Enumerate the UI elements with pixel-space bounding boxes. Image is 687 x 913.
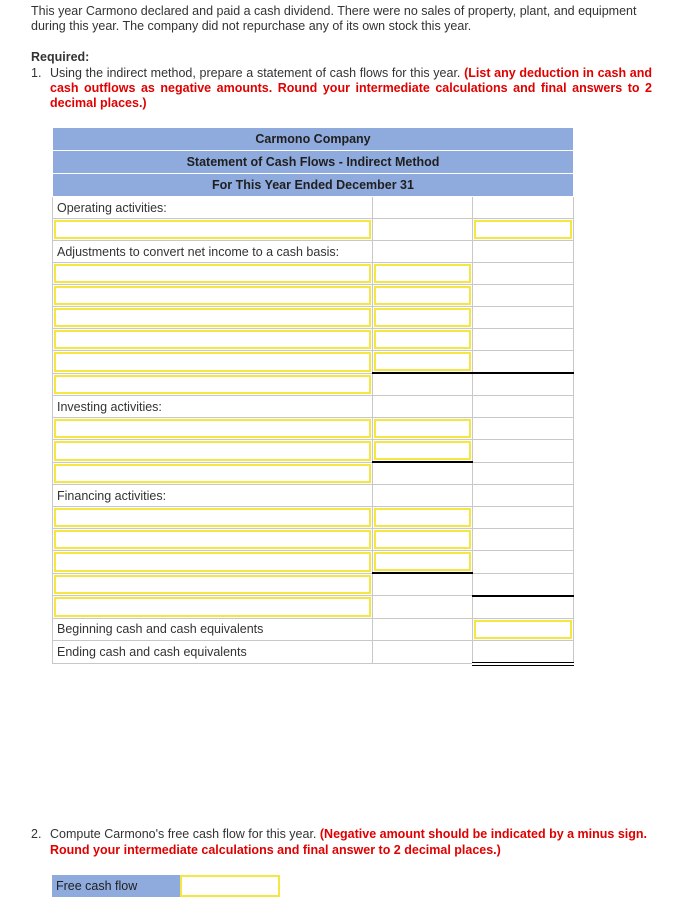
ending-cash-value bbox=[473, 640, 574, 664]
question-2-text bbox=[50, 826, 655, 858]
table-row bbox=[53, 596, 373, 619]
financing-description-input[interactable] bbox=[54, 552, 371, 572]
investing-activities-label: Investing activities: bbox=[53, 396, 373, 418]
beginning-cash-input[interactable] bbox=[474, 620, 572, 639]
table-row bbox=[53, 219, 373, 241]
table-row bbox=[53, 351, 373, 374]
intro-text: This year Carmono declared and paid a cash dividend. There were no sales of property, plant, and equipment during this year. The company did not repurchase any of its own stock this year. bbox=[31, 4, 637, 33]
financing-description-input[interactable] bbox=[54, 530, 371, 549]
adjustment-description-input[interactable] bbox=[54, 264, 371, 283]
statement-title: Statement of Cash Flows - Indirect Method bbox=[53, 151, 574, 174]
adjustment-amount-input[interactable] bbox=[374, 330, 471, 349]
question-2-prompt: Compute Carmono's free cash flow for this year. bbox=[50, 827, 320, 841]
question-2 bbox=[31, 826, 661, 858]
adjustments-label: Adjustments to convert net income to a cash basis: bbox=[53, 241, 373, 263]
free-cash-flow-label: Free cash flow bbox=[52, 875, 180, 897]
table-row bbox=[53, 551, 373, 574]
financing-amount-input[interactable] bbox=[374, 552, 471, 571]
statement-period: For This Year Ended December 31 bbox=[53, 174, 574, 197]
table-row bbox=[53, 373, 373, 396]
adjustment-description-input[interactable] bbox=[54, 330, 371, 349]
adjustment-amount-input[interactable] bbox=[374, 352, 471, 371]
financing-total-label-input[interactable] bbox=[54, 575, 371, 595]
operating-total-label-input[interactable] bbox=[54, 375, 371, 395]
table-row bbox=[53, 507, 373, 529]
question-2-instruction: (Negative amount should be indicated by a minus sign. Round your intermediate calculations and final answer to 2 decimal places.) bbox=[50, 827, 648, 857]
financing-description-input[interactable] bbox=[54, 508, 371, 527]
table-row bbox=[53, 263, 373, 285]
table-row bbox=[53, 440, 373, 463]
adjustment-amount-input[interactable] bbox=[374, 264, 471, 283]
net-change-label-input[interactable] bbox=[54, 597, 371, 617]
investing-amount-input[interactable] bbox=[374, 419, 471, 438]
adjustment-amount-input[interactable] bbox=[374, 286, 471, 305]
question-1-text bbox=[50, 66, 652, 111]
investing-description-input[interactable] bbox=[54, 419, 371, 438]
investing-amount-input[interactable] bbox=[374, 441, 471, 460]
table-row bbox=[53, 462, 373, 485]
financing-amount-input[interactable] bbox=[374, 530, 471, 549]
table-row bbox=[53, 573, 373, 596]
question-1 bbox=[31, 66, 661, 112]
table-row bbox=[53, 418, 373, 440]
investing-total-label-input[interactable] bbox=[54, 464, 371, 484]
question-1-number: 1. bbox=[31, 66, 42, 80]
financing-activities-label: Financing activities: bbox=[53, 485, 373, 507]
ending-cash-label: Ending cash and cash equivalents bbox=[53, 640, 373, 664]
question-1-instruction: (List any deduction in cash and cash outflows as negative amounts. Round your intermediate calculations and final answers to 2 decimal places.) bbox=[50, 66, 652, 110]
required-heading: Required: bbox=[31, 50, 90, 64]
operating-line-input[interactable] bbox=[54, 220, 371, 239]
table-row bbox=[53, 529, 373, 551]
investing-description-input[interactable] bbox=[54, 441, 371, 461]
table-row bbox=[53, 285, 373, 307]
operating-activities-label: Operating activities: bbox=[53, 197, 373, 219]
financing-amount-input[interactable] bbox=[374, 508, 471, 527]
adjustment-description-input[interactable] bbox=[54, 352, 371, 372]
adjustment-description-input[interactable] bbox=[54, 286, 371, 305]
question-2-number: 2. bbox=[31, 827, 42, 841]
question-1-prompt: Using the indirect method, prepare a statement of cash flows for this year. bbox=[50, 66, 465, 80]
adjustment-amount-input[interactable] bbox=[374, 308, 471, 327]
operating-amount-input[interactable] bbox=[474, 220, 572, 239]
free-cash-flow-input[interactable] bbox=[180, 875, 280, 897]
beginning-cash-label: Beginning cash and cash equivalents bbox=[53, 618, 373, 640]
company-name: Carmono Company bbox=[53, 128, 574, 151]
cash-flow-statement-table bbox=[52, 127, 574, 666]
table-row bbox=[53, 329, 373, 351]
adjustment-description-input[interactable] bbox=[54, 308, 371, 327]
table-row bbox=[53, 307, 373, 329]
